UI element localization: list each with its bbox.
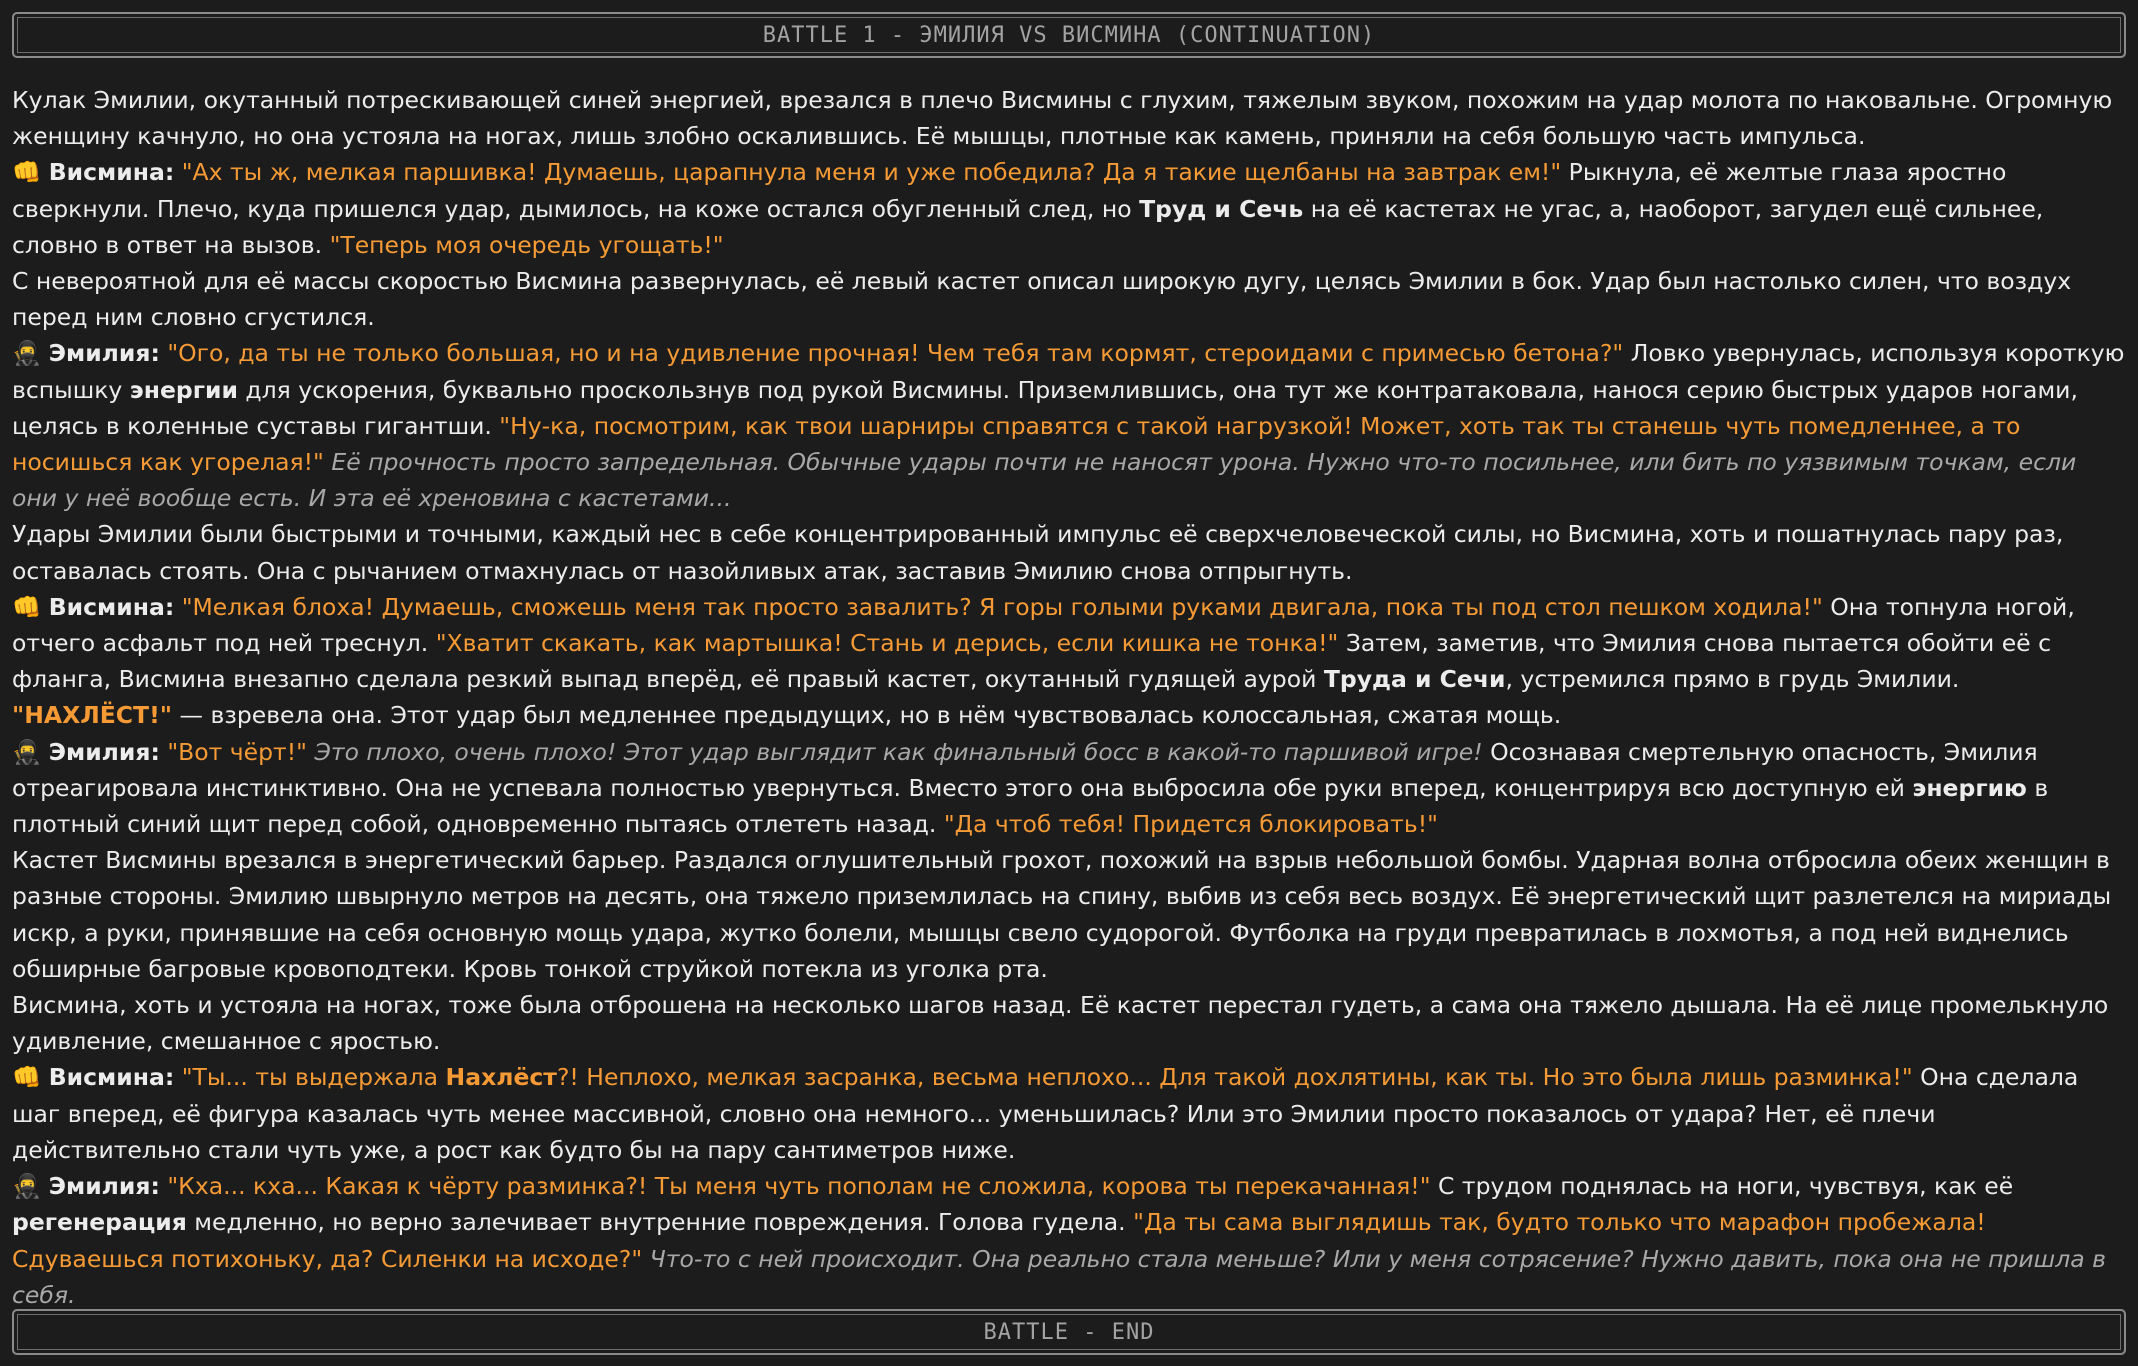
fist-icon: 👊 [12,158,42,187]
narration-paragraph: С невероятной для её массы скоростью Висмина развернулась, её левый кастет описал широкую дугу, целясь Эмилии в бок. Удар был настолько силен, что воздух перед ним словно сгустился. [12,267,2072,332]
dialogue-quote: "Да ты сама выглядишь так, будто только что марафон пробежала! Сдуваешься потихоньку, да? Силенки на исходе?" [12,1208,1986,1273]
dialogue-quote: "Кха... кха... Какая к чёрту разминка?! Ты меня чуть пополам не сложила, корова ты перекачанная!" [167,1172,1431,1201]
fist-icon: 👊 [12,1063,42,1092]
story-text [12,82,2126,1307]
ninja-icon: 🥷 [12,339,42,368]
ninja-icon: 🥷 [12,737,42,766]
inner-thought: Это плохо, очень плохо! Этот удар выглядит как финальный босс в какой-то паршивой игре! [314,737,1483,766]
attack-shout: "НАХЛЁСТ!" [12,701,173,730]
narration-paragraph: Кастет Висмины врезался в энергетический барьер. Раздался оглушительный грохот, похожий на взрыв небольшой бомбы. Ударная волна отбросила обеих женщин в разные стороны. Эмилию швырнуло метров на десять, она тяжело приземлилась на спину, выбив из себя весь воздух. Её энергетический щит разлетелся на мириады искр, а руки, принявшие на себя основную мощь удара, жутко болели, мышцы свело судорогой. Футболка на груди превратилась в лохмотья, а под ней виднелись обширные багровые кровоподтеки. Кровь тонкой струйкой потекла из уголка рта. [12,846,2112,983]
bold-term: Труда и Сечи [1323,665,1506,694]
narration-paragraph: Удары Эмилии были быстрыми и точными, каждый нес в себе концентрированный импульс её сверхчеловеческой силы, но Висмина, хоть и пошатнулась пару раз, оставалась стоять. Она с рычанием отмахнулась от назойливых атак, заставив Эмилию снова отпрыгнуть. [12,520,2064,585]
bold-term: Нахлёст [445,1063,557,1092]
inner-thought: Её прочность просто запредельная. Обычные удары почти не наносят урона. Нужно что-то посильнее, или бить по уязвимым точкам, если они у неё вообще есть. И эта её хреновина с кастетами... [12,448,2077,513]
dialogue-quote: "Ого, да ты не только большая, но и на удивление прочная! Чем тебя там кормят, стероидами с примесью бетона?" [167,339,1624,368]
battle-header-title: BATTLE 1 - ЭМИЛИЯ VS ВИСМИНА (CONTINUATION) [762,22,1376,48]
speaker-name: Эмилия: [48,339,160,368]
dialogue-quote: "Да чтоб тебя! Придется блокировать!" [943,810,1438,839]
inner-thought: Что-то с ней происходит. Она реально стала меньше? Или у меня сотрясение? Нужно давить, пока она не пришла в себя. [12,1244,2106,1307]
ninja-icon: 🥷 [12,1172,42,1201]
speaker-name: Висмина: [48,592,175,621]
dialogue-quote: "Ах ты ж, мелкая паршивка! Думаешь, царапнула меня и уже победила? Да я такие щелбаны на завтрак ем!" [181,158,1562,187]
narration-paragraph: Кулак Эмилии, окутанный потрескивающей синей энергией, врезался в плечо Висмины с глухим, тяжелым звуком, похожим на удар молота по наковальне. Огромную женщину качнуло, но она устояла на ногах, лишь злобно оскалившись. Её мышцы, плотные как камень, приняли на себя большую часть импульса. [12,86,2113,151]
dialogue-paragraph-vismina: 👊 Висмина: "Мелкая блоха! Думаешь, сможешь меня так просто завалить? Я горы голыми руками двигала, пока ты под стол пешком ходила!" Она топнула ногой, отчего асфальт под ней треснул. "Хватит скакать, как мартышка! Стань и дерись, если кишка не тонка!" Затем, заметив, что Эмилия снова пытается обойти её с фланга, Висмина внезапно сделала резкий выпад вперёд, её правый кастет, окутанный гудящей аурой Труда и Сечи, устремился прямо в грудь Эмилии. "НАХЛЁСТ!" — взревела она. Этот удар был медленнее предыдущих, но в нём чувствовалась колоссальная, сжатая мощь. [12,592,2075,730]
speaker-name: Эмилия: [48,1172,160,1201]
dialogue-quote: "Мелкая блоха! Думаешь, сможешь меня так просто завалить? Я горы голыми руками двигала, пока ты под стол пешком ходила!" [181,592,1823,621]
dialogue-quote: "Теперь моя очередь угощать!" [329,230,724,259]
dialogue-paragraph-vismina: 👊 Висмина: "Ты... ты выдержала Нахлёст?! Неплохо, мелкая засранка, весьма неплохо... Для такой дохлятины, как ты. Но это была лишь разминка!" Она сделала шаг вперед, её фигура казалась чуть менее массивной, словно она немного... уменьшилась? Или это Эмилии просто показалось от удара? Нет, её плечи действительно стали чуть уже, а рост как будто бы на пару сантиметров ниже. [12,1063,2079,1164]
speaker-name: Эмилия: [48,737,160,766]
dialogue-paragraph-emilia: 🥷 Эмилия: "Ого, да ты не только большая, но и на удивление прочная! Чем тебя там кормят, стероидами с примесью бетона?" Ловко увернулась, используя короткую вспышку энергии для ускорения, буквально проскользнув под рукой Висмины. Приземлившись, она тут же контратаковала, нанося серию быстрых ударов ногами, целясь в коленные суставы гигантши. "Ну-ка, посмотрим, как твои шарниры справятся с такой нагрузкой! Может, хоть так ты станешь чуть помедленнее, а то носишься как угорелая!" Её прочность просто запредельная. Обычные удары почти не наносят урона. Нужно что-то посильнее, или бить по уязвимым точкам, если они у неё вообще есть. И эта её хреновина с кастетами... [12,339,2125,513]
dialogue-quote: ?! Неплохо, мелкая засранка, весьма неплохо... Для такой дохлятины, как ты. Но это была лишь разминка!" [556,1063,1913,1092]
battle-footer-banner [12,1309,2126,1355]
bold-term: энергию [1912,773,2027,802]
dialogue-paragraph-emilia: 🥷 Эмилия: "Кха... кха... Какая к чёрту разминка?! Ты меня чуть пополам не сложила, корова ты перекачанная!" С трудом поднялась на ноги, чувствуя, как её регенерация медленно, но верно залечивает внутренние повреждения. Голова гудела. "Да ты сама выглядишь так, будто только что марафон пробежала! Сдуваешься потихоньку, да? Силенки на исходе?" Что-то с ней происходит. Она реально стала меньше? Или у меня сотрясение? Нужно давить, пока она не пришла в себя. [12,1172,2106,1307]
battle-footer-title: BATTLE - END [983,1319,1155,1345]
dialogue-quote: "Хватит скакать, как мартышка! Стань и дерись, если кишка не тонка!" [435,629,1339,658]
dialogue-quote: "Ты... ты выдержала [181,1063,439,1092]
dialogue-paragraph-emilia: 🥷 Эмилия: "Вот чёрт!" Это плохо, очень плохо! Этот удар выглядит как финальный босс в какой-то паршивой игре! Осознавая смертельную опасность, Эмилия отреагировала инстинктивно. Она не успевала полностью увернуться. Вместо этого она выбросила обе руки вперед, концентрируя всю доступную ей энергию в плотный синий щит перед собой, одновременно пытаясь отлететь назад. "Да чтоб тебя! Придется блокировать!" [12,737,2049,839]
dialogue-quote: "Ну-ка, посмотрим, как твои шарниры справятся с такой нагрузкой! Может, хоть так ты станешь чуть помедленнее, а то носишься как угорелая!" [12,411,2021,477]
bold-term: регенерация [12,1208,187,1237]
bold-term: Труд и Сечь [1139,194,1304,223]
speaker-name: Висмина: [48,158,175,187]
dialogue-paragraph-vismina: 👊 Висмина: "Ах ты ж, мелкая паршивка! Думаешь, царапнула меня и уже победила? Да я такие щелбаны на завтрак ем!" Рыкнула, её желтые глаза яростно сверкнули. Плечо, куда пришелся удар, дымилось, на коже остался обугленный след, но Труд и Сечь на её кастетах не угас, а, наоборот, загудел ещё сильнее, словно в ответ на вызов. "Теперь моя очередь угощать!" [12,158,2044,259]
dialogue-quote: "Вот чёрт!" [167,737,307,766]
narration-paragraph: Висмина, хоть и устояла на ногах, тоже была отброшена на несколько шагов назад. Её кастет перестал гудеть, а сама она тяжело дышала. На её лице промелькнуло удивление, смешанное с яростью. [12,991,2109,1056]
speaker-name: Висмина: [48,1063,175,1092]
bold-term: энергии [129,375,238,404]
battle-header-banner [12,12,2126,58]
fist-icon: 👊 [12,592,42,621]
